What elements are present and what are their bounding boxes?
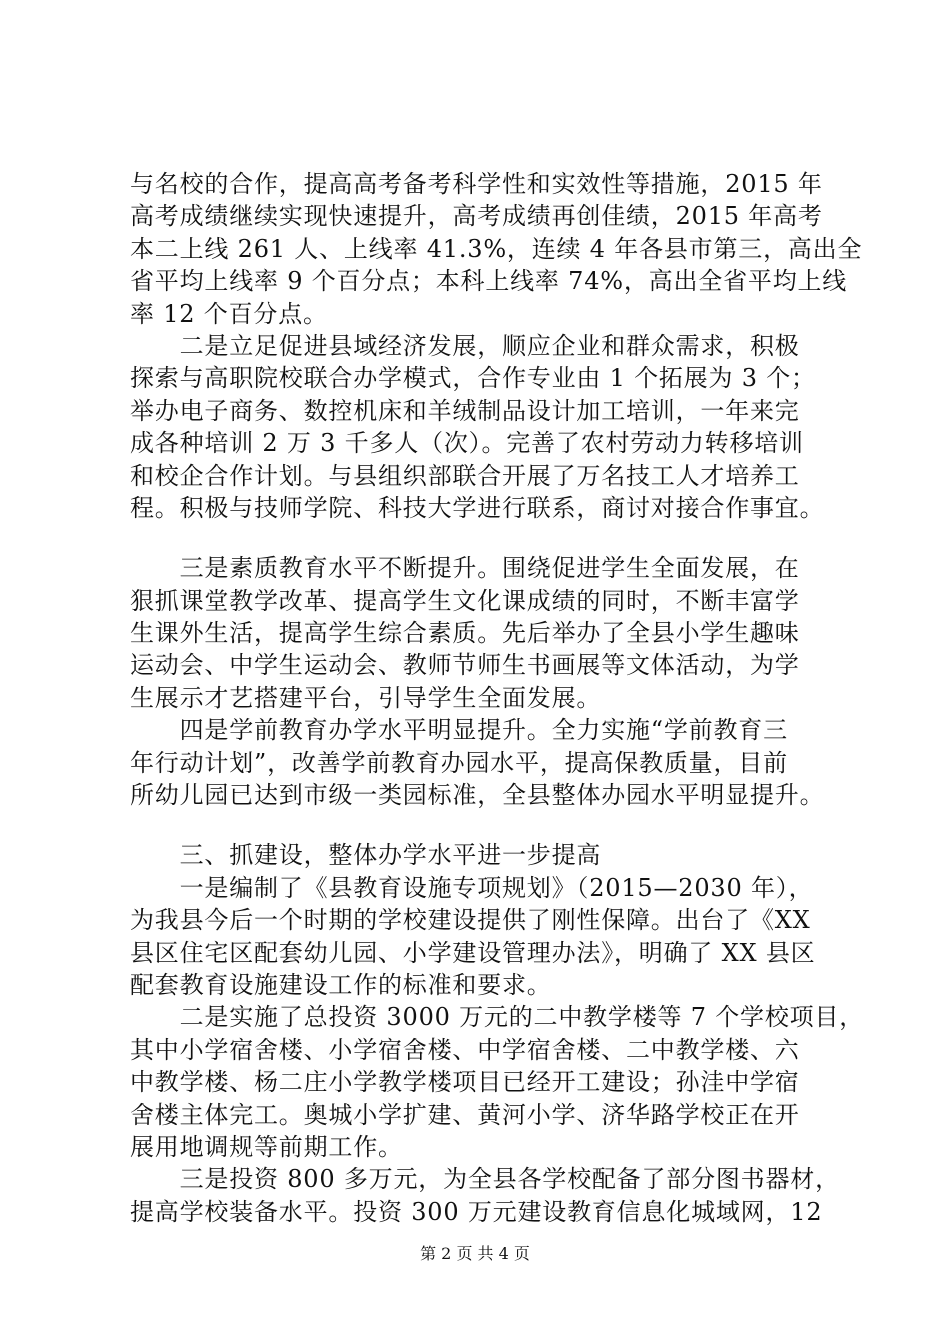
text-line: 狠抓课堂教学改革、提高学生文化课成绩的同时，不断丰富学	[130, 586, 800, 615]
text-line: 二是立足促进县域经济发展，顺应企业和群众需求，积极	[130, 331, 800, 360]
text-line: 探索与高职院校联合办学模式，合作专业由 1 个拓展为 3 个；	[130, 364, 816, 393]
text-line: 与名校的合作，提高高考备考科学性和实效性等措施，2015 年	[130, 170, 823, 198]
text-line: 其中小学宿舍楼、小学宿舍楼、中学宿舍楼、二中教学楼、六	[130, 1035, 800, 1064]
text-line: 和校企合作计划。与县组织部联合开展了万名技工人才培养工	[130, 461, 800, 490]
text-line: 舍楼主体完工。奥城小学扩建、黄河小学、济华路学校正在开	[130, 1100, 800, 1129]
text-line: 生展示才艺搭建平台，引导学生全面发展。	[130, 683, 602, 712]
text-line: 配套教育设施建设工作的标准和要求。	[130, 970, 552, 999]
text-line: 运动会、中学生运动会、教师节师生书画展等文体活动，为学	[130, 651, 800, 680]
text-line: 本二上线 261 人、上线率 41.3%，连续 4 年各县市第三，高出全	[130, 234, 863, 263]
paragraph-gap	[130, 811, 830, 839]
text-line: 三是投资 800 多万元，为全县各学校配备了部分图书器材，	[130, 1165, 840, 1194]
text-line: 生课外生活，提高学生综合素质。先后举办了全县小学生趣味	[130, 619, 800, 648]
text-line: 年行动计划”，改善学前教育办园水平，提高保教质量，目前	[130, 748, 788, 777]
paragraph-gap	[130, 524, 830, 552]
text-line: 为我县今后一个时期的学校建设提供了刚性保障。出台了《XX	[130, 906, 811, 935]
text-line: 一是编制了《县教育设施专项规划》（2015—2030 年），	[130, 873, 814, 902]
text-line: 率 12 个百分点。	[130, 299, 328, 328]
text-line: 展用地调规等前期工作。	[130, 1132, 403, 1161]
text-line: 程。积极与技师学院、科技大学进行联系，商讨对接合作事宜。	[130, 493, 825, 522]
section-heading: 三、抓建设，整体办学水平进一步提高	[130, 841, 602, 870]
text-line: 所幼儿园已达到市级一类园标准，全县整体办园水平明显提升。	[130, 781, 825, 810]
text-line: 举办电子商务、数控机床和羊绒制品设计加工培训，一年来完	[130, 396, 800, 425]
text-line: 成各种培训 2 万 3 千多人（次）。完善了农村劳动力转移培训	[130, 429, 804, 458]
text-line: 省平均上线率 9 个百分点；本科上线率 74%，高出全省平均上线	[130, 267, 848, 296]
text-line: 三是素质教育水平不断提升。围绕促进学生全面发展，在	[130, 554, 800, 583]
text-line: 中教学楼、杨二庄小学教学楼项目已经开工建设；孙洼中学宿	[130, 1068, 800, 1097]
text-line: 二是实施了总投资 3000 万元的二中教学楼等 7 个学校项目，	[130, 1003, 865, 1032]
text-line: 高考成绩继续实现快速提升，高考成绩再创佳绩，2015 年高考	[130, 202, 823, 231]
text-line: 提高学校装备水平。投资 300 万元建设教育信息化城域网，12	[130, 1197, 823, 1226]
document-body	[130, 168, 865, 1228]
text-line: 四是学前教育办学水平明显提升。全力实施“学前教育三	[130, 716, 788, 745]
page-number-footer: 第 2 页 共 4 页	[420, 1244, 530, 1263]
text-line: 县区住宅区配套幼儿园、小学建设管理办法》，明确了 XX 县区	[130, 938, 816, 967]
